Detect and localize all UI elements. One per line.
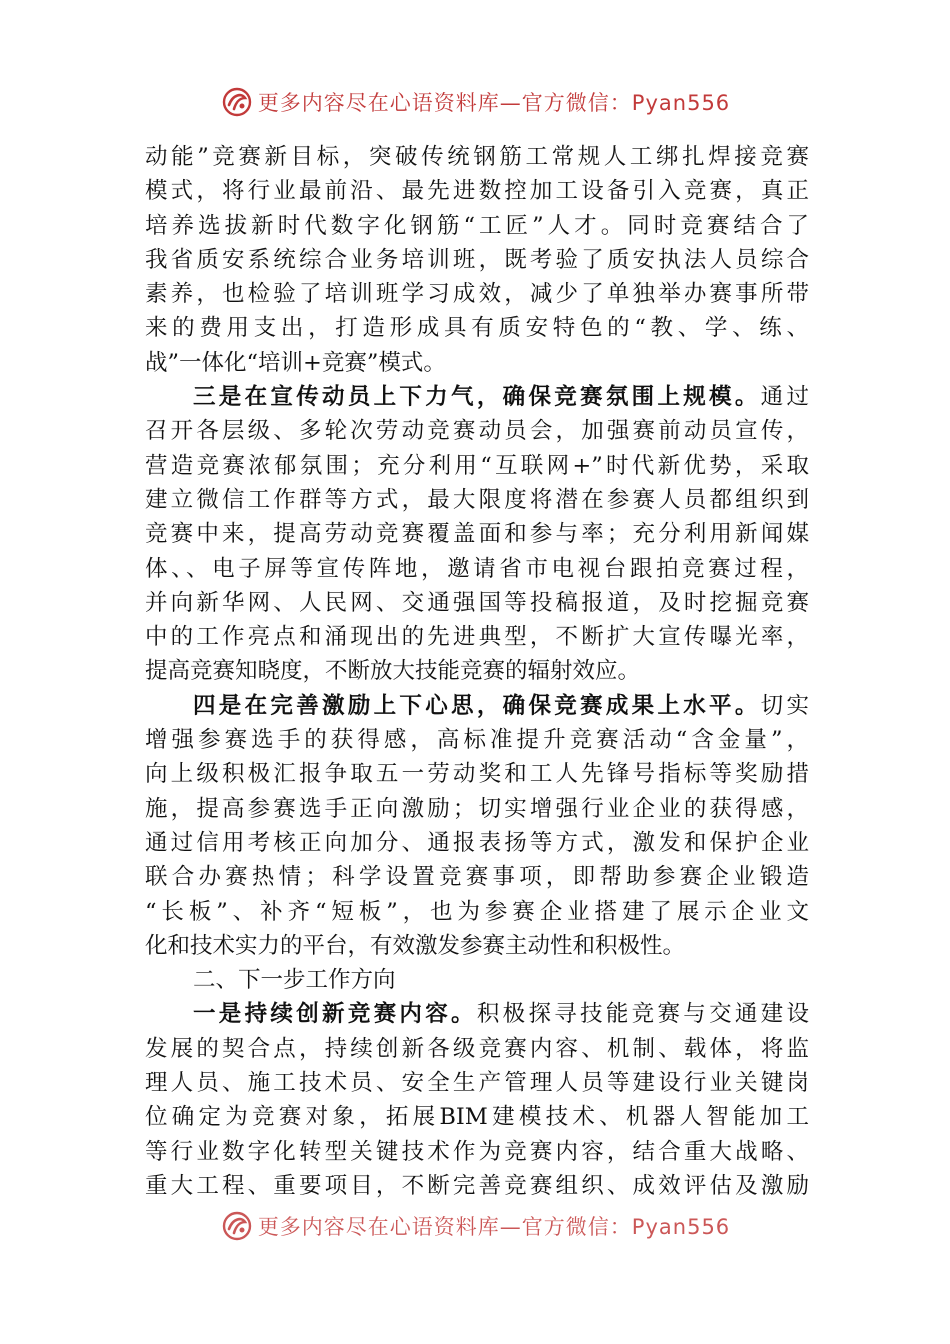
- watermark-text: 更多内容尽在心语资料库—官方微信：Pyan556: [257, 91, 731, 115]
- paragraph-innovation: [145, 997, 809, 1203]
- watermark-text: 更多内容尽在心语资料库—官方微信：Pyan556: [257, 1215, 731, 1239]
- paragraph-heading: 四是在完善激励上下心思，确保竞赛成果上水平。: [193, 692, 761, 719]
- text-line: 培养选拔新时代数字化钢筋“工匠”人才。同时竞赛结合了: [145, 212, 809, 239]
- paragraph-heading: 一是持续创新竞赛内容。: [193, 1001, 477, 1028]
- document-body: [145, 140, 809, 1203]
- text-line: 召开各层级、多轮次劳动竞赛动员会，加强赛前动员宣传，: [145, 418, 809, 445]
- text-line: 联合办赛热情；科学设置竞赛事项，即帮助参赛企业锻造: [145, 864, 809, 891]
- watermark-logo-icon: [220, 1209, 254, 1243]
- text-line: 位确定为竞赛对象，拓展BIM建模技术、机器人智能加工: [145, 1104, 809, 1131]
- text-line: 三是在宣传动员上下力气，确保竞赛氛围上规模。通过: [193, 384, 809, 411]
- text-line: 增强参赛选手的获得感，高标准提升竞赛活动“含金量”，: [145, 727, 809, 754]
- section-heading: 二、下一步工作方向: [193, 967, 396, 994]
- text-line: 并向新华网、人民网、交通强国等投稿报道，及时挖掘竞赛: [145, 589, 809, 616]
- paragraph-continuation: [145, 140, 809, 380]
- text-line: 营造竞赛浓郁氛围；充分利用“互联网+”时代新优势，采取: [145, 452, 809, 479]
- text-line: 理人员、施工技术员、安全生产管理人员等建设行业关键岗: [145, 1070, 809, 1097]
- paragraph-heading: 三是在宣传动员上下力气，确保竞赛氛围上规模。: [193, 384, 761, 411]
- text-line: 重大工程、重要项目，不断完善竞赛组织、成效评估及激励: [145, 1172, 809, 1199]
- text-line: 竞赛中来，提高劳动竞赛覆盖面和参与率；充分利用新闻媒: [145, 521, 809, 548]
- text-line: 化和技术实力的平台，有效激发参赛主动性和积极性。: [145, 932, 686, 959]
- text-line: 发展的契合点，持续创新各级竞赛内容、机制、载体，将监: [145, 1035, 809, 1062]
- text-line: 中的工作亮点和涌现出的先进典型，不断扩大宣传曝光率，: [145, 624, 809, 651]
- text-line: 四是在完善激励上下心思，确保竞赛成果上水平。切实: [193, 692, 809, 719]
- text-line: 提高竞赛知晓度，不断放大技能竞赛的辐射效应。: [145, 658, 641, 685]
- text-line: 素养，也检验了培训班学习成效，减少了单独举办赛事所带: [145, 281, 809, 308]
- text-line: 通过信用考核正向加分、通报表扬等方式，激发和保护企业: [145, 829, 809, 856]
- paragraph-publicity: [145, 380, 809, 689]
- watermark-logo-icon: [220, 85, 254, 119]
- text-line: 等行业数字化转型关键技术作为竞赛内容，结合重大战略、: [145, 1138, 809, 1165]
- watermark-footer: [0, 1206, 950, 1246]
- watermark-header: [0, 82, 950, 122]
- text-line: “长板”、补齐“短板”，也为参赛企业搭建了展示企业文: [145, 898, 809, 925]
- text-line: 来的费用支出，打造形成具有质安特色的“教、学、练、: [145, 315, 809, 342]
- paragraph-incentives: [145, 689, 809, 963]
- text-line: 施，提高参赛选手正向激励；切实增强行业企业的获得感，: [145, 795, 809, 822]
- text-line: 模式，将行业最前沿、最先进数控加工设备引入竞赛，真正: [145, 178, 809, 205]
- text-line: 建立微信工作群等方式，最大限度将潜在参赛人员都组织到: [145, 486, 809, 513]
- text-line: 向上级积极汇报争取五一劳动奖和工人先锋号指标等奖励措: [145, 761, 809, 788]
- text-line: 一是持续创新竞赛内容。积极探寻技能竞赛与交通建设: [193, 1001, 809, 1028]
- text-line: 动能”竞赛新目标，突破传统钢筋工常规人工绑扎焊接竞赛: [145, 144, 809, 170]
- text-line: 体、、电子屏等宣传阵地，邀请省市电视台跟拍竞赛过程，: [145, 555, 809, 582]
- text-line: 我省质安系统综合业务培训班，既考验了质安执法人员综合: [145, 246, 809, 273]
- text-line: 战”一体化“培训+竞赛”模式。: [145, 349, 446, 376]
